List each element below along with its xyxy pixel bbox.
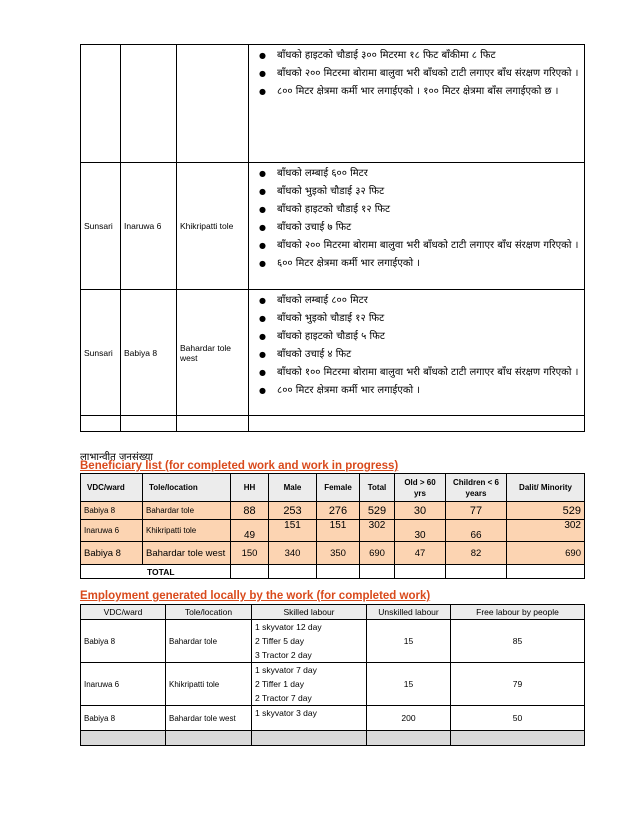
vdc-cell: Inaruwa 6 xyxy=(121,163,177,290)
unskilled-cell: 15 xyxy=(367,663,451,706)
header-free: Free labour by people xyxy=(451,605,585,620)
work-description-cell xyxy=(249,290,585,416)
hh-cell: 49 xyxy=(231,520,269,542)
skilled-line: 2 Tiffer 5 day xyxy=(255,636,304,646)
children-cell: 77 xyxy=(446,502,507,520)
district-cell xyxy=(81,45,121,163)
header-children-line2: years xyxy=(465,488,487,498)
table-row xyxy=(81,290,585,416)
tole-cell: Khikripatti tole xyxy=(166,663,252,706)
header-tole: Tole/location xyxy=(143,474,231,502)
empty-cell xyxy=(166,731,252,746)
table-row xyxy=(81,45,585,163)
list-item: ● बाँधको भुइको चौडाई ३२ फिट xyxy=(275,183,580,201)
employment-title: Employment generated locally by the work (for completed work) xyxy=(80,590,431,602)
empty-cell xyxy=(367,731,451,746)
table-row xyxy=(81,663,585,706)
header-vdc: VDC/ward xyxy=(81,605,166,620)
skilled-line: 1 skyvator 3 day xyxy=(255,708,317,718)
list-item: ● बाँधको २०० मिटरमा बोरामा बालुवा भरी बाँधको टाटी लगाएर बाँध संरक्षण गरिएको । xyxy=(275,65,580,83)
empty-cell xyxy=(317,565,360,579)
male-cell: 253 xyxy=(269,502,317,520)
header-old-line2: yrs xyxy=(413,488,426,498)
dalit-cell: 529 xyxy=(507,502,585,520)
table-row-empty xyxy=(81,416,585,432)
table-row xyxy=(81,520,585,542)
work-description-cell xyxy=(249,163,585,290)
table-row xyxy=(81,542,585,565)
skilled-line: 3 Tractor 2 day xyxy=(255,650,312,660)
tole-cell xyxy=(177,45,249,163)
tole-cell: Bahardar tole west xyxy=(177,290,249,416)
list-item: ● ८०० मिटर क्षेत्रमा कर्मी भार लगाईएको । xyxy=(275,382,580,400)
header-skilled: Skilled labour xyxy=(252,605,367,620)
empty-cell xyxy=(252,731,367,746)
female-cell: 151 xyxy=(317,520,360,542)
header-hh: HH xyxy=(231,474,269,502)
work-list xyxy=(257,47,580,101)
table-row xyxy=(81,502,585,520)
list-item: ● बाँधको १०० मिटरमा बोरामा बालुवा भरी बाँधको टाटी लगाएर बाँध संरक्षण गरिएको । xyxy=(275,364,580,382)
list-item: ● बाँधको लम्बाई ६०० मिटर xyxy=(275,165,580,183)
vdc-cell xyxy=(121,45,177,163)
skilled-line: 1 skyvator 7 day xyxy=(255,665,317,675)
list-item: ● बाँधको हाइटको चौडाई १२ फिट xyxy=(275,201,580,219)
list-item: ● बाँधको हाइटको चौडाई ३०० मिटरमा १८ फिट बाँकीमा ८ फिट xyxy=(275,47,580,65)
header-tole: Tole/location xyxy=(166,605,252,620)
dalit-cell: 302 xyxy=(507,520,585,542)
total-cell: 690 xyxy=(360,542,395,565)
table-row xyxy=(81,706,585,731)
old-cell: 30 xyxy=(395,502,446,520)
empty-cell xyxy=(121,416,177,432)
list-item: ● बाँधको भुइको चौडाई १२ फिट xyxy=(275,310,580,328)
empty-cell xyxy=(360,565,395,579)
old-cell: 30 xyxy=(395,520,446,542)
empty-cell xyxy=(446,565,507,579)
header-children xyxy=(446,474,507,502)
empty-cell xyxy=(81,731,166,746)
skilled-cell xyxy=(252,663,367,706)
vdc-cell: Babiya 8 xyxy=(81,542,143,565)
list-item: ● बाँधको २०० मिटरमा बोरामा बालुवा भरी बाँधको टाटी लगाएर बाँध संरक्षण गरिएको । xyxy=(275,237,580,255)
beneficiary-heading-nepali: लाभान्वीत जनसंख्या xyxy=(80,452,153,463)
total-row xyxy=(81,565,585,579)
skilled-line: 1 skyvator 12 day xyxy=(255,622,322,632)
table-header-row xyxy=(81,474,585,502)
district-cell: Sunsari xyxy=(81,163,121,290)
vdc-cell: Babiya 8 xyxy=(121,290,177,416)
skilled-line: 2 Tractor 7 day xyxy=(255,693,312,703)
header-vdc: VDC/ward xyxy=(81,474,143,502)
tole-cell: Bahardar tole west xyxy=(143,542,231,565)
empty-cell xyxy=(231,565,269,579)
vdc-cell: Inaruwa 6 xyxy=(81,663,166,706)
tole-cell: Bahardar tole xyxy=(166,620,252,663)
header-children-line1: Children < 6 xyxy=(452,477,499,487)
female-cell: 350 xyxy=(317,542,360,565)
children-cell: 66 xyxy=(446,520,507,542)
works-table xyxy=(80,44,585,432)
free-cell: 50 xyxy=(451,706,585,731)
tole-cell: Khikripatti tole xyxy=(177,163,249,290)
hh-cell: 150 xyxy=(231,542,269,565)
empty-cell xyxy=(451,731,585,746)
tole-cell: Bahardar tole west xyxy=(166,706,252,731)
male-cell: 151 xyxy=(269,520,317,542)
list-item: ● बाँधको लम्बाई ८०० मिटर xyxy=(275,292,580,310)
empty-cell xyxy=(395,565,446,579)
table-row xyxy=(81,620,585,663)
tole-cell: Bahardar tole xyxy=(143,502,231,520)
unskilled-cell: 15 xyxy=(367,620,451,663)
header-old-line1: Old > 60 xyxy=(404,477,436,487)
total-label: TOTAL xyxy=(81,565,231,579)
list-item: ● ८०० मिटर क्षेत्रमा कर्मी भार लगाईएको । १०० मिटर क्षेत्रमा बाँस लगाईएको छ । xyxy=(275,83,580,101)
work-list xyxy=(257,292,580,400)
empty-cell xyxy=(81,416,121,432)
skilled-cell xyxy=(252,620,367,663)
list-item: ● बाँधको उचाई ४ फिट xyxy=(275,346,580,364)
list-item: ● बाँधको उचाई ७ फिट xyxy=(275,219,580,237)
free-cell: 79 xyxy=(451,663,585,706)
empty-cell xyxy=(249,416,585,432)
header-total: Total xyxy=(360,474,395,502)
total-cell: 529 xyxy=(360,502,395,520)
district-cell: Sunsari xyxy=(81,290,121,416)
tole-cell: Khikripatti tole xyxy=(143,520,231,542)
skilled-cell xyxy=(252,706,367,731)
table-row xyxy=(81,163,585,290)
empty-cell xyxy=(269,565,317,579)
header-unskilled: Unskilled labour xyxy=(367,605,451,620)
work-description-cell xyxy=(249,45,585,163)
empty-cell xyxy=(177,416,249,432)
female-cell: 276 xyxy=(317,502,360,520)
header-female: Female xyxy=(317,474,360,502)
table-header-row xyxy=(81,605,585,620)
dalit-cell: 690 xyxy=(507,542,585,565)
skilled-line: 2 Tiffer 1 day xyxy=(255,679,304,689)
male-cell: 340 xyxy=(269,542,317,565)
unskilled-cell: 200 xyxy=(367,706,451,731)
hh-cell: 88 xyxy=(231,502,269,520)
old-cell: 47 xyxy=(395,542,446,565)
beneficiary-table xyxy=(80,473,585,579)
table-row-footer xyxy=(81,731,585,746)
empty-cell xyxy=(507,565,585,579)
list-item: ● ६०० मिटर क्षेत्रमा कर्मी भार लगाईएको । xyxy=(275,255,580,273)
vdc-cell: Babiya 8 xyxy=(81,706,166,731)
list-item: ● बाँधको हाइटको चौडाई ५ फिट xyxy=(275,328,580,346)
total-cell: 302 xyxy=(360,520,395,542)
employment-table xyxy=(80,604,585,746)
vdc-cell: Babiya 8 xyxy=(81,620,166,663)
work-list xyxy=(257,165,580,273)
free-cell: 85 xyxy=(451,620,585,663)
vdc-cell: Babiya 8 xyxy=(81,502,143,520)
children-cell: 82 xyxy=(446,542,507,565)
vdc-cell: Inaruwa 6 xyxy=(81,520,143,542)
beneficiary-title: Beneficiary list (for completed work and work in progress) xyxy=(80,460,399,472)
header-dalit: Dalit/ Minority xyxy=(507,474,585,502)
header-male: Male xyxy=(269,474,317,502)
header-old xyxy=(395,474,446,502)
